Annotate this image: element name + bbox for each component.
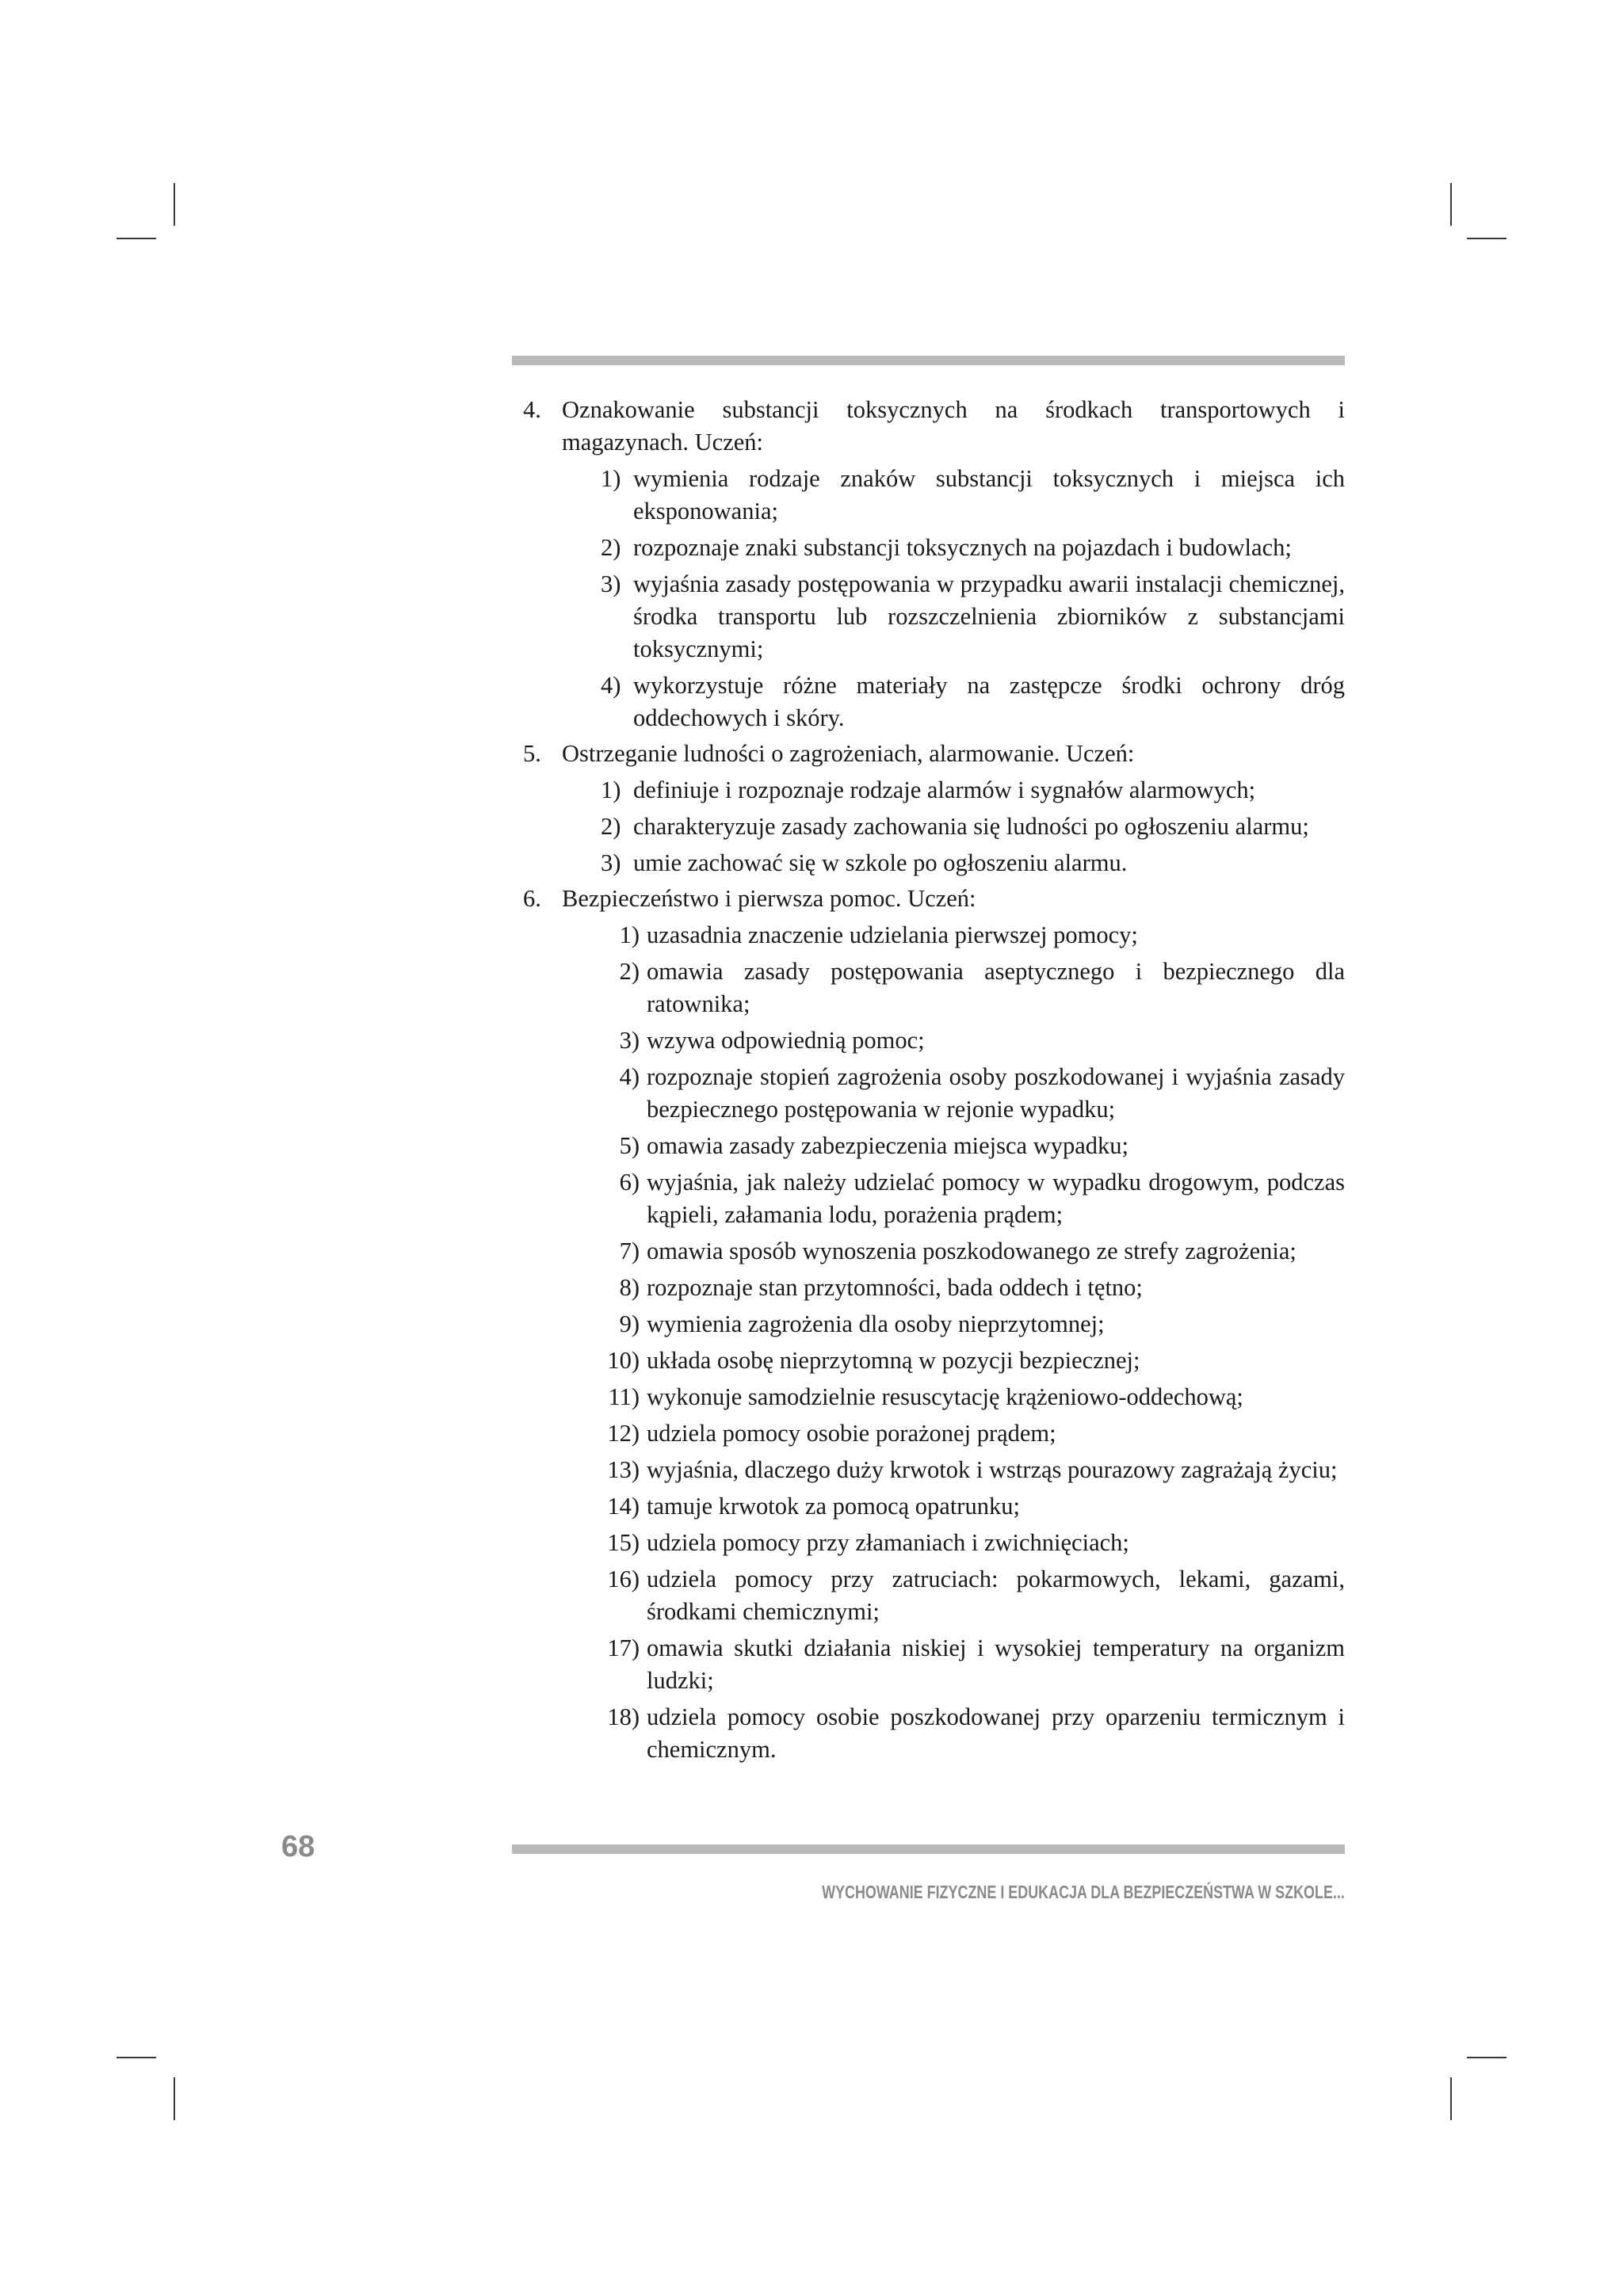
item-number: 4) (619, 1063, 640, 1090)
section-item (523, 738, 1345, 879)
section-item (523, 394, 1345, 734)
item-text: udziela pomocy przy złamaniach i zwichnięciach; (647, 1529, 1129, 1556)
item-text: definiuje i rozpoznaje rodzaje alarmów i sygnałów alarmowych; (633, 776, 1256, 803)
list-item (562, 463, 1345, 528)
list-item (562, 1308, 1345, 1341)
item-number: 9) (619, 1310, 640, 1337)
item-text: udziela pomocy osobie poszkodowanej przy oparzeniu termicznym i chemicznym. (647, 1703, 1345, 1763)
item-number: 2) (619, 958, 640, 985)
item-number: 6) (619, 1169, 640, 1196)
section-number: 5. (523, 740, 541, 767)
list-item (562, 1454, 1345, 1486)
item-text: omawia zasady zabezpieczenia miejsca wypadku; (647, 1132, 1129, 1159)
section-item (523, 883, 1345, 1766)
item-text: wyjaśnia, jak należy udzielać pomocy w wypadku drogowym, podczas kąpieli, załamania lodu, porażenia prądem; (647, 1169, 1345, 1228)
item-number: 17) (607, 1634, 640, 1661)
item-number: 13) (607, 1456, 640, 1483)
page-number: 68 (281, 1830, 315, 1863)
crop-mark (1450, 183, 1452, 226)
item-text: wyjaśnia, dlaczego duży krwotok i wstrząs pourazowy zagrażają życiu; (647, 1456, 1338, 1483)
list-item (562, 1527, 1345, 1559)
item-number: 3) (619, 1027, 640, 1054)
item-number: 1) (619, 921, 640, 948)
item-number: 4) (601, 672, 621, 699)
item-number: 3) (601, 570, 621, 597)
item-number: 11) (608, 1383, 640, 1410)
list-item (562, 532, 1345, 564)
item-text: omawia zasady postępowania aseptycznego i bezpiecznego dla ratownika; (647, 958, 1345, 1017)
item-text: charakteryzuje zasady zachowania się ludności po ogłoszeniu alarmu; (633, 813, 1309, 840)
item-text: omawia sposób wynoszenia poszkodowanego ze strefy zagrożenia; (647, 1238, 1296, 1264)
item-text: uzasadnia znaczenie udzielania pierwszej pomocy; (647, 921, 1138, 948)
item-text: wykonuje samodzielnie resuscytację krążeniowo-oddechową; (647, 1383, 1243, 1410)
item-number: 1) (601, 465, 621, 492)
item-text: rozpoznaje stan przytomności, bada oddech i tętno; (647, 1274, 1143, 1301)
crop-mark (1467, 2057, 1507, 2058)
header-rule (512, 356, 1345, 365)
item-text: wymienia rodzaje znaków substancji toksycznych i miejsca ich eksponowania; (633, 465, 1345, 524)
list-item (562, 1490, 1345, 1523)
item-text: udziela pomocy przy zatruciach: pokarmowych, lekami, gazami, środkami chemicznymi; (647, 1566, 1345, 1625)
crop-mark (174, 183, 175, 226)
item-text: umie zachować się w szkole po ogłoszeniu alarmu. (633, 849, 1128, 876)
item-text: rozpoznaje znaki substancji toksycznych na pojazdach i budowlach; (633, 534, 1292, 561)
item-number: 16) (607, 1566, 640, 1592)
item-text: wyjaśnia zasady postępowania w przypadku awarii instalacji chemicznej, środka transportu lub rozszczelnienia zbiorników z substancjami toksycznymi; (633, 570, 1345, 662)
section-text: Ostrzeganie ludności o zagrożeniach, alarmowanie. Uczeń: (562, 740, 1135, 767)
item-number: 10) (607, 1347, 640, 1374)
item-number: 1) (601, 776, 621, 803)
item-text: omawia skutki działania niskiej i wysokiej temperatury na organizm ludzki; (647, 1634, 1345, 1694)
list-item (562, 1235, 1345, 1268)
section-text: Oznakowanie substancji toksycznych na środkach transportowych i magazynach. Uczeń: (562, 396, 1345, 456)
list-item (562, 847, 1345, 879)
list-item (562, 919, 1345, 952)
item-number: 5) (619, 1132, 640, 1159)
curriculum-list (523, 391, 1345, 1766)
list-item (562, 774, 1345, 807)
list-item (562, 1344, 1345, 1377)
list-item (562, 1130, 1345, 1162)
crop-mark (1450, 2077, 1452, 2120)
item-text: wykorzystuje różne materiały na zastępcze środki ochrony dróg oddechowych i skóry. (633, 672, 1345, 731)
item-text: wymienia zagrożenia dla osoby nieprzytomnej; (647, 1310, 1105, 1337)
running-footer: WYCHOWANIE FIZYCZNE I EDUKACJA DLA BEZPIECZEŃSTWA W SZKOLE... (822, 1882, 1345, 1902)
item-number: 18) (607, 1703, 640, 1730)
list-item (562, 955, 1345, 1020)
crop-mark (116, 238, 156, 239)
item-text: udziela pomocy osobie porażonej prądem; (647, 1420, 1056, 1447)
list-item (562, 810, 1345, 843)
list-item (562, 1563, 1345, 1628)
item-text: rozpoznaje stopień zagrożenia osoby poszkodowanej i wyjaśnia zasady bezpiecznego postępowania w rejonie wypadku; (647, 1063, 1345, 1123)
item-number: 12) (607, 1420, 640, 1447)
list-item (562, 1166, 1345, 1231)
item-number: 8) (619, 1274, 640, 1301)
section-text: Bezpieczeństwo i pierwsza pomoc. Uczeń: (562, 885, 976, 912)
section-number: 4. (523, 396, 541, 423)
crop-mark (116, 2057, 156, 2058)
item-number: 15) (607, 1529, 640, 1556)
list-item (562, 1024, 1345, 1057)
item-text: wzywa odpowiednią pomoc; (647, 1027, 925, 1054)
item-number: 14) (607, 1493, 640, 1520)
list-item (562, 568, 1345, 666)
footer-rule (512, 1844, 1345, 1854)
item-number: 2) (601, 534, 621, 561)
item-number: 3) (601, 849, 621, 876)
list-item (562, 1381, 1345, 1413)
list-item (562, 1417, 1345, 1450)
list-item (562, 1701, 1345, 1766)
item-text: układa osobę nieprzytomną w pozycji bezpiecznej; (647, 1347, 1140, 1374)
item-number: 2) (601, 813, 621, 840)
list-item (562, 1632, 1345, 1697)
crop-mark (174, 2077, 175, 2120)
item-text: tamuje krwotok za pomocą opatrunku; (647, 1493, 1020, 1520)
item-number: 7) (619, 1238, 640, 1264)
list-item (562, 669, 1345, 734)
list-item (562, 1061, 1345, 1126)
crop-mark (1467, 238, 1507, 239)
list-item (562, 1272, 1345, 1304)
section-number: 6. (523, 885, 541, 912)
